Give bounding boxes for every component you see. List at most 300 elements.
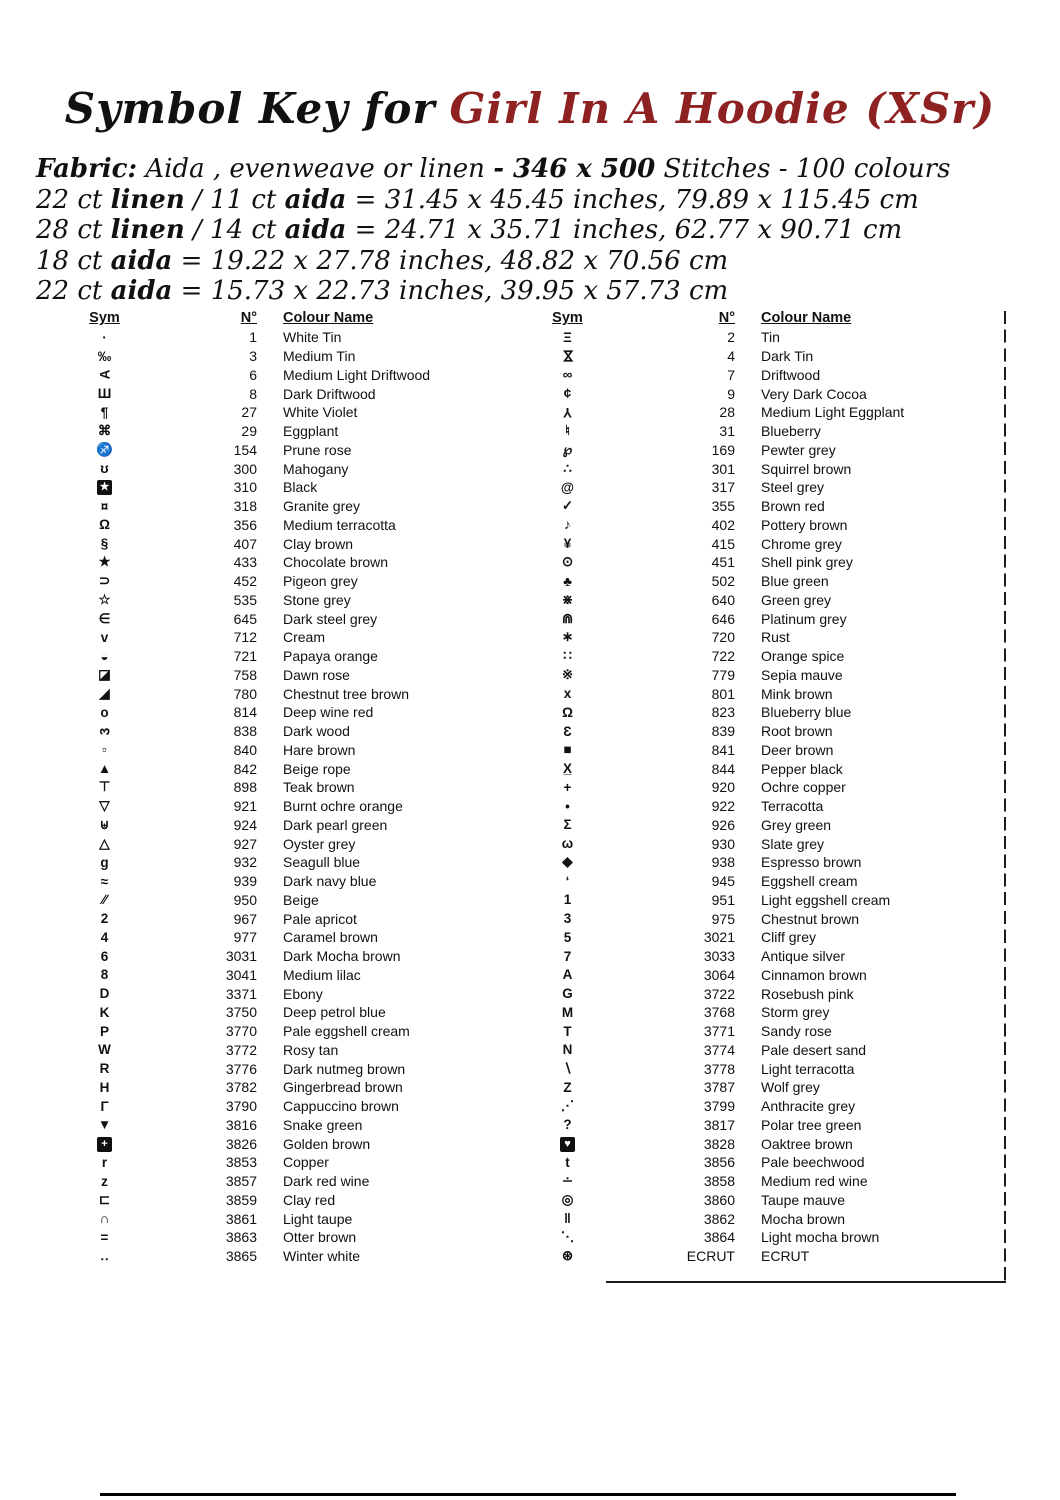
table-row bbox=[62, 1059, 522, 1078]
table-row bbox=[62, 1134, 522, 1153]
number-cell: 402 bbox=[711, 516, 735, 533]
colour-name-cell: Green grey bbox=[761, 591, 832, 608]
table-row bbox=[540, 441, 1006, 460]
table-row bbox=[540, 1247, 1006, 1266]
symbol-cell bbox=[62, 949, 147, 964]
number-cell: 975 bbox=[711, 910, 735, 927]
stitch-symbol: 3 bbox=[96, 727, 112, 735]
fabric-line bbox=[36, 215, 1026, 246]
number-cell: 452 bbox=[233, 573, 257, 590]
symbol-cell bbox=[540, 686, 595, 701]
stitch-symbol: ¥ bbox=[563, 536, 572, 552]
colour-name-cell: Chestnut tree brown bbox=[283, 685, 410, 702]
colour-name-cell: Wolf grey bbox=[761, 1079, 820, 1096]
fabric-line bbox=[36, 154, 1026, 185]
stitch-symbol: ∩ bbox=[99, 1211, 110, 1227]
table-row bbox=[62, 1247, 522, 1266]
stitch-symbol: ⋒ bbox=[561, 610, 574, 626]
colour-name-cell: Pewter grey bbox=[761, 441, 836, 458]
number-cell: 844 bbox=[711, 760, 735, 777]
colour-name-cell: ECRUT bbox=[761, 1248, 810, 1265]
number-cell: 779 bbox=[711, 666, 735, 683]
symbol-cell bbox=[540, 1061, 595, 1077]
fabric-text: = 15.73 x 22.73 inches, 39.95 x 57.73 cm bbox=[172, 276, 729, 306]
symbol-cell bbox=[540, 1117, 595, 1132]
fabric-text: aida bbox=[284, 215, 347, 245]
fabric-text: 22 ct bbox=[36, 184, 111, 215]
table-row bbox=[62, 497, 522, 516]
symbol-cell bbox=[540, 967, 595, 982]
stitch-symbol: ⋰ bbox=[560, 1098, 575, 1114]
stitch-symbol: ∸ bbox=[561, 1173, 574, 1189]
stitch-symbol: Ɛ bbox=[563, 723, 572, 739]
table-row bbox=[540, 1228, 1006, 1247]
fabric-text: Aida , evenweave or linen bbox=[137, 154, 494, 184]
symbol-cell bbox=[62, 423, 147, 439]
stitch-symbol: ★ bbox=[98, 554, 111, 570]
colour-name-cell: Light mocha brown bbox=[761, 1229, 880, 1246]
colour-name-cell: Chestnut brown bbox=[761, 910, 860, 927]
table-row bbox=[62, 1116, 522, 1135]
title-pattern-name: Girl In A Hoodie (XSr) bbox=[449, 84, 996, 133]
symbol-cell bbox=[62, 817, 147, 833]
header-colour-name: Colour Name bbox=[283, 310, 374, 326]
stitch-symbol: ⌘ bbox=[97, 423, 112, 439]
colour-name-cell: Granite grey bbox=[283, 498, 361, 515]
number-cell: 433 bbox=[233, 554, 257, 571]
number-cell: 3817 bbox=[703, 1116, 735, 1133]
stitch-symbol: Ш bbox=[97, 386, 112, 402]
table-row bbox=[540, 497, 1006, 516]
table-row bbox=[62, 422, 522, 441]
colour-name-cell: Ochre copper bbox=[761, 779, 846, 796]
number-cell: 9 bbox=[727, 385, 735, 402]
colour-name-cell: Oaktree brown bbox=[761, 1135, 853, 1152]
colour-name-cell: Blueberry bbox=[761, 423, 821, 440]
stitch-symbol: ⊏ bbox=[98, 1191, 111, 1207]
colour-name-cell: Cream bbox=[283, 629, 326, 646]
colour-name-cell: Terracotta bbox=[761, 798, 824, 815]
symbol-cell bbox=[62, 986, 147, 1001]
fabric-text: = 19.22 x 27.78 inches, 48.82 x 70.56 cm bbox=[172, 245, 729, 276]
symbol-cell bbox=[540, 667, 595, 683]
colour-name-cell: Very Dark Cocoa bbox=[761, 385, 867, 402]
number-cell: 6 bbox=[249, 366, 257, 383]
number-cell: 840 bbox=[233, 741, 257, 758]
table-row bbox=[540, 591, 1006, 610]
symbol-cell bbox=[540, 1248, 595, 1264]
table-row bbox=[62, 1172, 522, 1191]
colour-name-cell: Steel grey bbox=[761, 479, 825, 496]
table-row bbox=[540, 422, 1006, 441]
colour-name-cell: Blue green bbox=[761, 573, 829, 590]
colour-name-cell: Dawn rose bbox=[283, 666, 350, 683]
colour-name-cell: White Tin bbox=[283, 329, 342, 346]
number-cell: 300 bbox=[233, 460, 257, 477]
fabric-text: 22 ct bbox=[36, 276, 111, 306]
symbol-cell bbox=[62, 573, 147, 589]
symbol-table-left bbox=[62, 308, 522, 1266]
table-row bbox=[540, 478, 1006, 497]
table-row bbox=[540, 1097, 1006, 1116]
symbol-cell bbox=[62, 386, 147, 401]
symbol-cell bbox=[540, 1192, 595, 1208]
colour-name-cell: Pottery brown bbox=[761, 516, 848, 533]
number-cell: 721 bbox=[233, 648, 257, 665]
number-cell: 27 bbox=[241, 404, 257, 421]
symbol-cell bbox=[540, 1098, 595, 1114]
stitch-symbol: ¤ bbox=[100, 498, 109, 514]
colour-name-cell: Platinum grey bbox=[761, 610, 847, 627]
stitch-symbol: ¶ bbox=[100, 404, 109, 420]
stitch-symbol: X̲ bbox=[562, 761, 572, 777]
fabric-text: aida bbox=[284, 184, 347, 215]
table-row bbox=[62, 909, 522, 928]
stitch-symbol: · bbox=[102, 329, 107, 345]
number-cell: 3864 bbox=[703, 1229, 735, 1246]
number-cell: 814 bbox=[233, 704, 257, 721]
colour-name-cell: Dark nutmeg brown bbox=[283, 1060, 406, 1077]
colour-name-cell: Dark Driftwood bbox=[283, 385, 376, 402]
number-cell: 3860 bbox=[703, 1191, 735, 1208]
stitch-symbol: ʊ bbox=[100, 461, 109, 477]
colour-name-cell: Cliff grey bbox=[761, 929, 816, 946]
header-number: N° bbox=[240, 310, 257, 326]
symbol-cell bbox=[62, 686, 147, 702]
colour-name-cell: White Violet bbox=[283, 404, 358, 421]
symbol-cell bbox=[540, 536, 595, 551]
table-row bbox=[62, 853, 522, 872]
table-row bbox=[62, 759, 522, 778]
colour-name-cell: Medium Light Eggplant bbox=[761, 404, 905, 421]
stitch-symbol: 1 bbox=[563, 892, 572, 908]
number-cell: 3865 bbox=[225, 1248, 257, 1265]
colour-name-cell: Dark red wine bbox=[283, 1173, 370, 1190]
symbol-cell bbox=[62, 930, 147, 945]
number-cell: 310 bbox=[233, 479, 257, 496]
colour-name-cell: Medium lilac bbox=[283, 966, 361, 983]
symbol-cell bbox=[62, 554, 147, 570]
number-cell: 839 bbox=[711, 723, 735, 740]
colour-name-cell: Burnt ochre orange bbox=[283, 798, 403, 815]
stitch-symbol: ≈ bbox=[100, 873, 109, 889]
stitch-symbol: ◢ bbox=[99, 685, 110, 701]
number-cell: 924 bbox=[233, 816, 257, 833]
number-cell: 3858 bbox=[703, 1173, 735, 1190]
symbol-cell bbox=[540, 348, 595, 364]
table-row bbox=[540, 666, 1006, 685]
number-cell: 720 bbox=[711, 629, 735, 646]
table-row bbox=[540, 534, 1006, 553]
table-row bbox=[540, 1191, 1006, 1210]
symbol-cell bbox=[62, 855, 147, 870]
colour-name-cell: Pale eggshell cream bbox=[283, 1023, 410, 1040]
table-row bbox=[62, 347, 522, 366]
symbol-cell bbox=[540, 386, 595, 401]
symbol-cell bbox=[540, 1005, 595, 1020]
colour-name-cell: Mahogany bbox=[283, 460, 349, 477]
symbol-cell bbox=[540, 629, 595, 645]
number-cell: 3771 bbox=[703, 1023, 735, 1040]
stitch-symbol: t bbox=[565, 1154, 570, 1170]
stitch-symbol: ‖ bbox=[564, 1211, 571, 1227]
table-row bbox=[62, 516, 522, 535]
fabric-text: / 14 ct bbox=[184, 215, 285, 245]
colour-name-cell: Dark steel grey bbox=[283, 610, 378, 627]
symbol-cell bbox=[62, 479, 147, 495]
symbol-cell bbox=[62, 536, 147, 551]
symbol-cell bbox=[540, 836, 595, 851]
colour-name-cell: Papaya orange bbox=[283, 648, 378, 665]
colour-name-cell: Blueberry blue bbox=[761, 704, 852, 721]
colour-name-cell: Dark wood bbox=[283, 723, 350, 740]
number-cell: 3770 bbox=[225, 1023, 257, 1040]
stitch-symbol: 2 bbox=[100, 911, 109, 927]
number-cell: 3853 bbox=[225, 1154, 257, 1171]
number-cell: 722 bbox=[711, 648, 735, 665]
stitch-symbol: ⋈ bbox=[560, 349, 576, 363]
table-row bbox=[62, 666, 522, 685]
symbol-cell bbox=[62, 1155, 147, 1170]
colour-name-cell: Tin bbox=[761, 329, 780, 346]
colour-name-cell: Dark navy blue bbox=[283, 873, 377, 890]
stitch-symbol: + bbox=[97, 1137, 112, 1152]
table-row bbox=[540, 722, 1006, 741]
stitch-symbol: Y bbox=[562, 404, 572, 420]
colour-name-cell: Gingerbread brown bbox=[283, 1079, 403, 1096]
stitch-symbol: g bbox=[100, 854, 109, 870]
symbol-cell bbox=[62, 1192, 147, 1208]
symbol-cell bbox=[62, 1024, 147, 1039]
stitch-symbol: ⋱ bbox=[560, 1229, 575, 1245]
number-cell: 3863 bbox=[225, 1229, 257, 1246]
stitch-symbol: ▽ bbox=[99, 798, 110, 814]
symbol-cell bbox=[540, 1024, 595, 1039]
colour-name-cell: Pale beechwood bbox=[761, 1154, 865, 1171]
colour-name-cell: Deep wine red bbox=[283, 704, 374, 721]
colour-name-cell: Cappuccino brown bbox=[283, 1098, 399, 1115]
number-cell: 922 bbox=[711, 798, 735, 815]
table-row bbox=[62, 928, 522, 947]
symbol-cell bbox=[62, 330, 147, 345]
stitch-symbol: P bbox=[99, 1023, 109, 1039]
symbol-cell bbox=[540, 367, 595, 382]
stitch-symbol: ✓ bbox=[561, 498, 574, 514]
number-cell: 3778 bbox=[703, 1060, 735, 1077]
number-cell: 3 bbox=[249, 348, 257, 365]
number-cell: 951 bbox=[711, 891, 735, 908]
symbol-cell bbox=[62, 1042, 147, 1057]
symbol-cell bbox=[62, 892, 147, 907]
stitch-symbol: W bbox=[98, 1042, 111, 1058]
stitch-symbol: ∴ bbox=[563, 460, 572, 476]
symbol-cell bbox=[540, 330, 595, 345]
colour-name-cell: Hare brown bbox=[283, 741, 356, 758]
number-cell: 646 bbox=[711, 610, 735, 627]
stitch-symbol: ∕∕ bbox=[102, 892, 107, 908]
table-row bbox=[62, 553, 522, 572]
number-cell: 3750 bbox=[225, 1004, 257, 1021]
symbol-cell bbox=[540, 799, 595, 814]
number-cell: 355 bbox=[711, 498, 735, 515]
colour-name-cell: Mink brown bbox=[761, 685, 833, 702]
symbol-cell bbox=[62, 967, 147, 982]
symbol-cell bbox=[540, 423, 595, 439]
table-row bbox=[540, 1003, 1006, 1022]
table-row bbox=[540, 1153, 1006, 1172]
number-cell: 3790 bbox=[225, 1098, 257, 1115]
number-cell: 3816 bbox=[225, 1116, 257, 1133]
colour-name-cell: Stone grey bbox=[283, 591, 351, 608]
table-row bbox=[62, 478, 522, 497]
table-row bbox=[62, 1191, 522, 1210]
symbol-cell bbox=[62, 1099, 147, 1114]
fabric-text: 28 ct bbox=[36, 215, 111, 245]
symbol-cell bbox=[62, 1174, 147, 1189]
colour-name-cell: Root brown bbox=[761, 723, 833, 740]
table-row bbox=[540, 572, 1006, 591]
number-cell: 3862 bbox=[703, 1210, 735, 1227]
table-row bbox=[540, 797, 1006, 816]
number-cell: 3041 bbox=[225, 966, 257, 983]
symbol-cell bbox=[62, 836, 147, 852]
stitch-symbol: z bbox=[101, 1173, 108, 1189]
table-header bbox=[540, 308, 1006, 328]
stitch-symbol: ▫ bbox=[102, 742, 107, 758]
table-row bbox=[540, 834, 1006, 853]
table-row bbox=[540, 516, 1006, 535]
table-row bbox=[540, 1172, 1006, 1191]
symbol-cell bbox=[62, 517, 147, 532]
stitch-symbol: ▲ bbox=[97, 761, 112, 777]
table-row bbox=[540, 741, 1006, 760]
stitch-symbol: ▼ bbox=[97, 1117, 112, 1133]
number-cell: 535 bbox=[233, 591, 257, 608]
symbol-cell bbox=[62, 1061, 147, 1076]
symbol-cell bbox=[540, 761, 595, 776]
table-row bbox=[62, 647, 522, 666]
colour-name-cell: Teak brown bbox=[283, 779, 355, 796]
symbol-cell bbox=[62, 667, 147, 683]
number-cell: 938 bbox=[711, 854, 735, 871]
symbol-cell bbox=[62, 1136, 147, 1152]
table-row bbox=[540, 628, 1006, 647]
colour-name-cell: Medium terracotta bbox=[283, 516, 396, 533]
number-cell: 3776 bbox=[225, 1060, 257, 1077]
symbol-cell bbox=[540, 780, 595, 795]
colour-name-cell: Orange spice bbox=[761, 648, 845, 665]
colour-name-cell: Rosebush pink bbox=[761, 985, 854, 1002]
stitch-symbol: 6 bbox=[100, 948, 109, 964]
stitch-symbol: ⋇ bbox=[561, 591, 574, 607]
number-cell: 154 bbox=[233, 441, 257, 458]
colour-name-cell: Deep petrol blue bbox=[283, 1004, 386, 1021]
colour-name-cell: Otter brown bbox=[283, 1229, 357, 1246]
stitch-symbol: § bbox=[100, 536, 109, 552]
symbol-cell bbox=[540, 1211, 595, 1226]
stitch-symbol: ⊛ bbox=[561, 1248, 574, 1264]
symbol-cell bbox=[62, 592, 147, 608]
symbol-cell bbox=[62, 761, 147, 776]
fabric-text: - 346 x 500 bbox=[493, 154, 656, 184]
number-cell: 977 bbox=[233, 929, 257, 946]
table-row bbox=[540, 1134, 1006, 1153]
stitch-symbol: K bbox=[99, 1004, 110, 1020]
number-cell: 930 bbox=[711, 835, 735, 852]
table-row bbox=[540, 1041, 1006, 1060]
fabric-text: = 24.71 x 35.71 inches, 62.77 x 90.71 cm bbox=[346, 215, 903, 245]
fabric-info bbox=[36, 154, 1026, 307]
symbol-cell bbox=[62, 649, 147, 664]
symbol-cell bbox=[540, 911, 595, 926]
colour-name-cell: Espresso brown bbox=[761, 854, 862, 871]
symbol-cell bbox=[540, 892, 595, 907]
number-cell: 842 bbox=[233, 760, 257, 777]
page-bottom-rule bbox=[100, 1493, 956, 1496]
stitch-symbol: ∖ bbox=[563, 1060, 572, 1076]
table-row bbox=[62, 684, 522, 703]
stitch-symbol: Ω bbox=[99, 517, 110, 533]
number-cell: 3722 bbox=[703, 985, 735, 1002]
table-row bbox=[62, 441, 522, 460]
table-row bbox=[62, 816, 522, 835]
number-cell: 780 bbox=[233, 685, 257, 702]
number-cell: 8 bbox=[249, 385, 257, 402]
number-cell: 3371 bbox=[225, 985, 257, 1002]
colour-name-cell: Squirrel brown bbox=[761, 460, 852, 477]
number-cell: 502 bbox=[711, 573, 735, 590]
title-prefix: Symbol Key for bbox=[64, 84, 436, 133]
number-cell: 3768 bbox=[703, 1004, 735, 1021]
table-row bbox=[62, 741, 522, 760]
number-cell: 3787 bbox=[703, 1079, 735, 1096]
table-row bbox=[540, 553, 1006, 572]
number-cell: 898 bbox=[233, 779, 257, 796]
fabric-text: aida bbox=[110, 245, 173, 276]
colour-name-cell: Black bbox=[283, 479, 318, 496]
number-cell: 3064 bbox=[703, 966, 735, 983]
number-cell: ECRUT bbox=[686, 1248, 735, 1265]
stitch-symbol: ◒ bbox=[100, 648, 109, 664]
stitch-symbol: v bbox=[100, 629, 109, 645]
symbol-cell bbox=[540, 1080, 595, 1095]
number-cell: 921 bbox=[233, 798, 257, 815]
header-number: N° bbox=[718, 310, 735, 326]
stitch-symbol: ∞ bbox=[562, 367, 573, 383]
colour-name-cell: Seagull blue bbox=[283, 854, 361, 871]
symbol-cell bbox=[540, 854, 595, 870]
table-row bbox=[62, 722, 522, 741]
symbol-cell bbox=[540, 705, 595, 720]
stitch-symbol: Σ bbox=[563, 817, 572, 833]
colour-name-cell: Winter white bbox=[283, 1248, 361, 1265]
colour-name-cell: Sandy rose bbox=[761, 1023, 832, 1040]
symbol-cell bbox=[540, 1229, 595, 1245]
symbol-cell bbox=[540, 742, 595, 757]
colour-name-cell: Mocha brown bbox=[761, 1210, 846, 1227]
stitch-symbol: Ξ bbox=[563, 329, 572, 345]
number-cell: 301 bbox=[711, 460, 735, 477]
number-cell: 407 bbox=[233, 535, 257, 552]
stitch-symbol: o bbox=[100, 704, 109, 720]
table-row bbox=[62, 534, 522, 553]
table-bottom-border bbox=[606, 1281, 1006, 1283]
header-sym: Sym bbox=[552, 310, 583, 326]
table-row bbox=[62, 778, 522, 797]
symbol-cell bbox=[62, 874, 147, 889]
number-cell: 318 bbox=[233, 498, 257, 515]
table-row bbox=[62, 834, 522, 853]
